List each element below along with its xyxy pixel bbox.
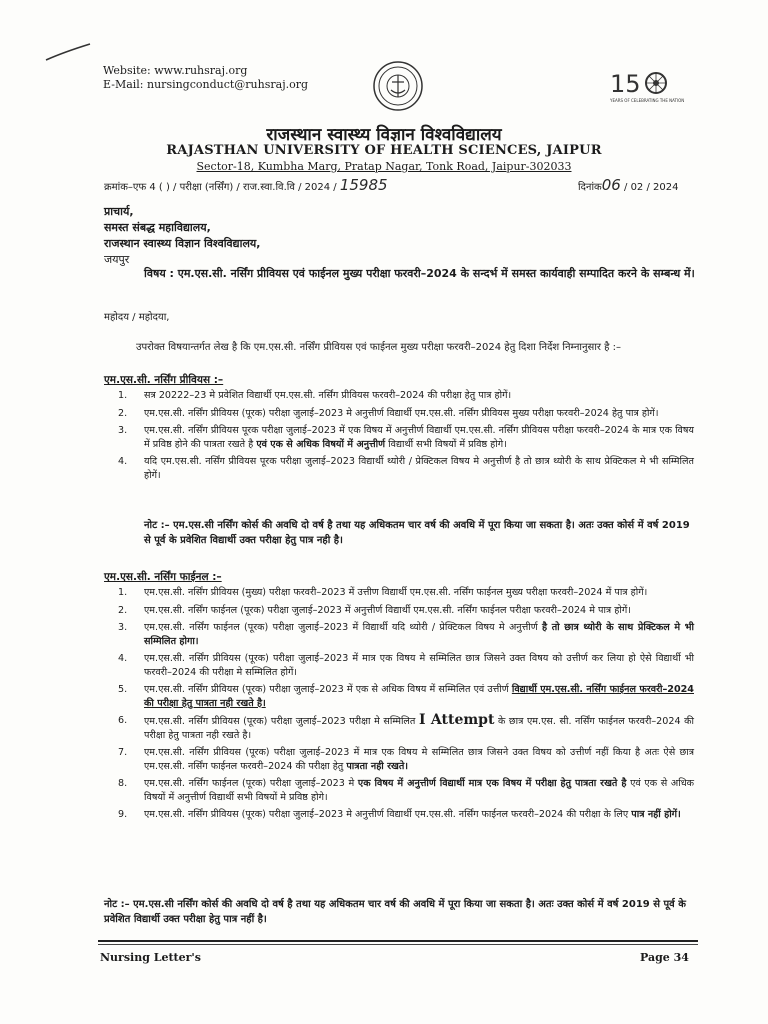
letter-date xyxy=(578,176,678,194)
reference-handwritten-number: 15985 xyxy=(339,176,388,194)
list-item: 6. एम.एस.सी. नर्सिंग प्रीवियस (पूरक) परीक्षा जुलाई–2023 परीक्षा मे सम्मिलित I Attempt के छात्र एम.एस. सी. नर्सिंग फाईनल फरवरी–2024 की परीक्षा हेतु पात्रता नही रखते है। xyxy=(118,712,694,741)
list-item: 4. यदि एम.एस.सी. नर्सिंग प्रीवियस पूरक परीक्षा जुलाई–2023 विद्यार्थी थ्योरी / प्रेक्टिकल विषय मे अनुत्तीर्ण है तो छात्र थ्योरी के साथ प्रेक्टिकल मे भी सम्मिलित होगें। xyxy=(118,456,694,481)
subject-line: विषय : एम.एस.सी. नर्सिंग प्रीवियस एवं फाईनल मुख्य परीक्षा फरवरी–2024 के सन्दर्भ में समस्त कार्यवाही सम्पादित करने के सम्बन्ध में। xyxy=(144,267,695,280)
list-item: 5. एम.एस.सी. नर्सिंग प्रीवियस (पूरक) परीक्षा जुलाई–2023 में एक से अधिक विषय में सम्मिलित एवं उत्तीर्ण विद्यार्थी एम.एस.सी. नर्सिंग फाईनल फरवरी–2024 की परीक्षा हेतु पात्रता नही रखते है। xyxy=(118,684,694,709)
anniversary-logo xyxy=(608,66,684,106)
footer-title: Nursing Letter's xyxy=(100,951,201,964)
list-item: 1. एम.एस.सी. नर्सिंग प्रीवियस (मुख्य) परीक्षा फरवरी–2023 में उत्तीण विद्यार्थी एम.एस.सी. नर्सिंग फाईनल मुख्य परीक्षा फरवरी–2024 में पात्र होगें। xyxy=(118,587,648,598)
reference-number xyxy=(104,176,388,194)
addressee-line: जयपुर xyxy=(104,253,130,266)
website-text: Website: www.ruhsraj.org xyxy=(103,64,248,77)
intro-paragraph: उपरोक्त विषयान्तर्गत लेख है कि एम.एस.सी. नर्सिंग प्रीवियस एवं फाईनल मुख्य परीक्षा फरवरी–2024 हेतु दिशा निर्देश निम्नानुसार है :– xyxy=(136,342,622,353)
footer-divider xyxy=(98,940,698,942)
university-address: Sector-18, Kumbha Marg, Pratap Nagar, Tonk Road, Jaipur-302033 xyxy=(196,160,572,173)
salutation: महोदय / महोदया, xyxy=(104,312,170,323)
previous-section-heading: एम.एस.सी. नर्सिंग प्रीवियस :– xyxy=(104,374,224,386)
date-suffix: / 02 / 2024 xyxy=(624,182,679,193)
anniversary-number: 15 xyxy=(610,70,641,98)
final-section-heading: एम.एस.सी. नर्सिंग फाईनल :– xyxy=(104,571,222,583)
list-item: 3. एम.एस.सी. नर्सिंग फाईनल (पूरक) परीक्षा जुलाई–2023 में विद्यार्थी यदि थ्योरी / प्रेक्टिकल विषय मे अनुत्तीर्ण है तो छात्र थ्योरी के साथ प्रेक्टिकल मे भी सम्मिलित होगा। xyxy=(118,622,694,647)
list-item: 2. एम.एस.सी. नर्सिंग प्रीवियस (पूरक) परीक्षा जुलाई–2023 मे अनुत्तीर्ण विद्यार्थी एम.एस.सी. नर्सिंग प्रीवियस मुख्य परीक्षा फरवरी–2024 हेतु पात्र होगें। xyxy=(118,407,659,419)
reference-prefix: क्रमांक–एफ 4 ( ) / परीक्षा (नर्सिंग) / राज.स्वा.वि.वि / 2024 / xyxy=(104,182,337,193)
previous-note: नोट :– एम.एस.सी नर्सिंग कोर्स की अवधि दो वर्ष है तथा यह अधिकतम चार वर्ष की अवधि में पूरा किया जा सकता है। अतः उक्त कोर्स में वर्ष 2019 से पूर्व के प्रवेशित विद्यार्थी उक्त परीक्षा हेतु पात्र नही है। xyxy=(144,520,690,546)
date-prefix: दिनांक xyxy=(578,182,602,193)
list-item: 2. एम.एस.सी. नर्सिंग फाईनल (पूरक) परीक्षा जुलाई–2023 में अनुत्तीर्ण विद्यार्थी एम.एस.सी. नर्सिंग फाईनल परीक्षा फरवरी–2024 मे पात्र होगें। xyxy=(118,604,631,616)
list-item: 1. सत्र 20222–23 मे प्रवेशित विद्यार्थी एम.एस.सी. नर्सिंग प्रीवियस फरवरी–2024 की परीक्षा हेतु पात्र होगें। xyxy=(118,390,512,401)
university-name-hindi: राजस्थान स्वास्थ्य विज्ञान विश्वविद्यालय xyxy=(266,125,502,145)
footer-divider-thin xyxy=(98,944,698,945)
addressee-line: राजस्थान स्वास्थ्य विज्ञान विश्वविद्यालय, xyxy=(104,237,261,250)
final-note: नोट :– एम.एस.सी नर्सिंग कोर्स की अवधि दो वर्ष है तथा यह अधिकतम चार वर्ष की अवधि में पूरा किया जा सकता है। अतः उक्त कोर्स में वर्ष 2019 से पूर्व के प्रवेशित विद्यार्थी उक्त परीक्षा हेतु पात्र नहीं है। xyxy=(104,899,686,925)
list-item: 7. एम.एस.सी. नर्सिंग प्रीवियस (पूरक) परीक्षा जुलाई–2023 में मात्र एक विषय मे सम्मिलित छात्र जिसने उक्त विषय को उत्तीर्ण नहीं किया है अतः ऐसे छात्र एम.एस.सी. नर्सिंग फाईनल फरवरी–2024 की परीक्षा हेतु पात्रता नही रखते। xyxy=(118,747,694,772)
date-handwritten-day: 06 xyxy=(601,176,621,194)
addressee-line: प्राचार्य, xyxy=(104,205,134,218)
final-list xyxy=(110,586,694,826)
list-item: 4. एम.एस.सी. नर्सिंग प्रीवियस (पूरक) परीक्षा जुलाई–2023 में मात्र एक विषय मे सम्मिलित छात्र जिसने उक्त विषय को उत्तीर्ण कर लिया हो ऐसे विद्यार्थी भी फरवरी–2024 की परीक्षा मे सम्मिलित होगें। xyxy=(118,653,694,678)
university-name-english: RAJASTHAN UNIVERSITY OF HEALTH SCIENCES, JAIPUR xyxy=(166,143,602,158)
pen-mark xyxy=(44,40,94,64)
email-text: E-Mail: nursingconduct@ruhsraj.org xyxy=(103,78,309,91)
list-item: 8. एम.एस.सी. नर्सिंग फाईनल (पूरक) परीक्षा जुलाई–2023 मे एक विषय में अनुत्तीर्ण विद्यार्थी मात्र एक विषय में परीक्षा हेतु पात्रता रखते है एवं एक से अधिक विषयों में अनुत्तीर्ण विद्यार्थी सभी विषयों मे प्रविष्ठ होगे। xyxy=(118,778,694,803)
list-item: 9. एम.एस.सी. नर्सिंग प्रीवियस (पूरक) परीक्षा जुलाई–2023 मे अनुत्तीर्ण विद्यार्थी एम.एस.सी. नर्सिंग फाईनल फरवरी–2024 की परीक्षा के लिए पात्र नहीं होगें। xyxy=(118,809,681,820)
addressee-line: समस्त संबद्ध महाविद्यालय, xyxy=(104,221,211,234)
anniversary-caption: YEARS OF CELEBRATING THE NATION xyxy=(610,98,684,103)
contact-info xyxy=(103,64,308,92)
addressee-block xyxy=(104,204,260,268)
previous-list xyxy=(110,389,694,486)
page-number: Page 34 xyxy=(640,951,689,964)
university-seal-logo xyxy=(372,60,424,112)
list-item: 3. एम.एस.सी. नर्सिंग प्रीवियस पूरक परीक्षा जुलाई–2023 में एक विषय में अनुत्तीर्ण विद्यार्थी एम.एस.सी. नर्सिंग प्रीवियस परीक्षा फरवरी–2024 के मात्र एक विषय में प्रविष्ठ होने की पात्रता रखते है एवं एक से अधिक विषयों में अनुत्तीर्ण विद्यार्थी सभी विषयों में प्रविष्ठ होगे। xyxy=(118,425,694,450)
